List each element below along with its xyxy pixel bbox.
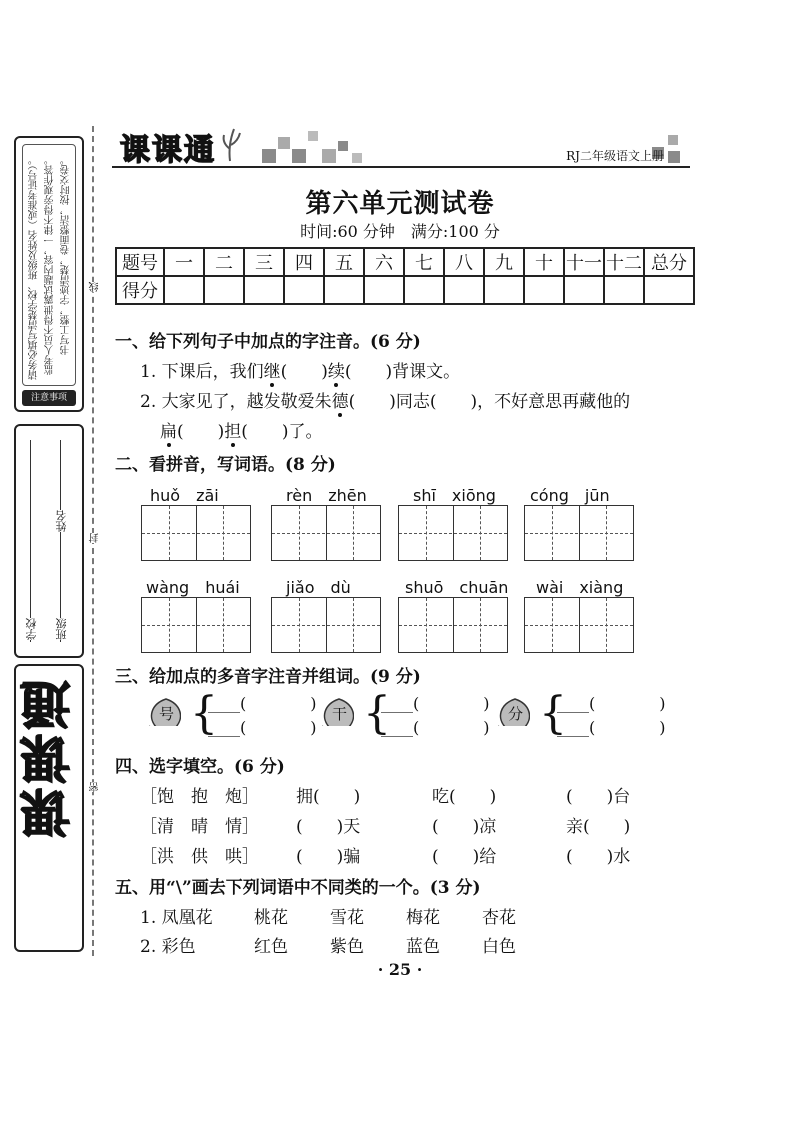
score-cell[interactable]: [364, 276, 404, 304]
subject-label: RJ二年级语文上册: [566, 149, 664, 163]
section-2-title: 二、看拼音，写词语。(8 分): [115, 455, 336, 475]
s5-word[interactable]: 梅花: [406, 908, 440, 928]
s5-word[interactable]: 蓝色: [406, 937, 440, 957]
leaf-icon: [218, 125, 242, 163]
pinyin-label: wài xiàng: [536, 578, 624, 597]
polyphone-char: 分: [508, 705, 524, 723]
brace-icon: {: [539, 688, 567, 739]
score-header: 一: [164, 248, 204, 276]
writing-grid[interactable]: [398, 597, 508, 653]
s4-options: ［清 晴 情］: [140, 817, 259, 837]
notice-tag: 注意事项: [22, 390, 76, 406]
score-header-row: [116, 248, 694, 276]
score-cell[interactable]: [604, 276, 644, 304]
dotted-char: 德: [332, 387, 349, 412]
s1-question-2: 2. 大家见了，越发敬爱朱德( )同志( )，不好意思再藏他的: [140, 387, 630, 412]
s5-word[interactable]: 1. 凤凰花: [140, 908, 213, 928]
score-header: 十二: [604, 248, 644, 276]
s4-blank[interactable]: ( )给: [432, 847, 497, 867]
s4-options: ［洪 供 哄］: [140, 847, 259, 867]
score-cell[interactable]: [644, 276, 694, 304]
page-number: · 25 ·: [377, 960, 423, 979]
score-cell[interactable]: [444, 276, 484, 304]
polyphone-char: 干: [332, 705, 348, 723]
notice-line: 请务必填写清楚学校、班级及姓名（或准考证号）。: [29, 155, 40, 380]
s4-blank[interactable]: 拥( ): [296, 787, 361, 807]
score-cell[interactable]: [244, 276, 284, 304]
s4-blank[interactable]: ( )天: [296, 817, 361, 837]
pinyin-label: rèn zhēn: [286, 486, 367, 505]
dotted-char: 担: [224, 417, 241, 442]
brace-icon: {: [190, 688, 218, 739]
writing-grid[interactable]: [524, 597, 634, 653]
score-header: 总分: [644, 248, 694, 276]
writing-grid[interactable]: [271, 505, 381, 561]
dotted-char: 继: [264, 357, 281, 382]
cut-mark: 线: [90, 282, 101, 292]
class-label: 班级: [55, 618, 68, 640]
cut-mark: 封: [90, 533, 101, 543]
s4-blank[interactable]: ( )台: [566, 787, 631, 807]
s5-word[interactable]: 2. 彩色: [140, 937, 196, 957]
school-label: 学校: [25, 618, 38, 640]
writing-grid[interactable]: [271, 597, 381, 653]
pinyin-label: wàng huái: [146, 578, 240, 597]
score-header: 二: [204, 248, 244, 276]
s5-word[interactable]: 杏花: [482, 908, 516, 928]
writing-grid[interactable]: [141, 505, 251, 561]
s4-blank[interactable]: 吃( ): [432, 787, 497, 807]
s5-word[interactable]: 白色: [482, 937, 516, 957]
notice-box: [14, 136, 84, 412]
writing-grid[interactable]: [141, 597, 251, 653]
pinyin-label: cóng jūn: [530, 486, 610, 505]
s5-word[interactable]: 红色: [254, 937, 288, 957]
score-cell[interactable]: [164, 276, 204, 304]
score-cell[interactable]: [524, 276, 564, 304]
dotted-char: 扁: [160, 417, 177, 442]
s4-blank[interactable]: ( )凉: [432, 817, 497, 837]
pinyin-label: shuō chuān: [405, 578, 509, 597]
pinyin-label: shī xiōng: [413, 486, 496, 505]
polyphone-char: 号: [159, 705, 175, 723]
answer-blanks[interactable]: ____( ) ____( ): [557, 694, 666, 737]
score-header: 题号: [116, 248, 164, 276]
s4-options: ［饱 抱 炮］: [140, 787, 259, 807]
s1-question-2-cont: 扁( )担( )了。: [160, 417, 323, 442]
score-header: 五: [324, 248, 364, 276]
brace-icon: {: [363, 688, 391, 739]
score-header: 三: [244, 248, 284, 276]
s1-question-1: 1. 下课后，我们继( )续( )背课文。: [140, 357, 460, 382]
score-cell[interactable]: [564, 276, 604, 304]
score-header: 十: [524, 248, 564, 276]
score-table: [115, 247, 695, 305]
student-info-box: [14, 424, 84, 658]
s4-blank[interactable]: ( )水: [566, 847, 631, 867]
notice-line: 监考人员不得泄露试题内容，一律不得旁观作答。: [45, 155, 56, 375]
score-row-label: 得分: [116, 276, 164, 304]
s5-word[interactable]: 桃花: [254, 908, 288, 928]
section-4-title: 四、选字填空。(6 分): [115, 757, 285, 777]
name-label: 姓名: [55, 510, 68, 532]
score-header: 十一: [564, 248, 604, 276]
writing-grid[interactable]: [398, 505, 508, 561]
score-header: 六: [364, 248, 404, 276]
pinyin-label: huǒ zāi: [150, 486, 219, 505]
score-cell[interactable]: [404, 276, 444, 304]
score-cell[interactable]: [204, 276, 244, 304]
answer-blanks[interactable]: ____( ) ____( ): [208, 694, 317, 737]
answer-blanks[interactable]: ____( ) ____( ): [381, 694, 490, 737]
score-cell[interactable]: [284, 276, 324, 304]
writing-grid[interactable]: [524, 505, 634, 561]
score-header: 九: [484, 248, 524, 276]
exam-info: 时间:60 分钟 满分:100 分: [300, 222, 500, 241]
section-3-title: 三、给加点的多音字注音并组词。(9 分): [115, 667, 421, 687]
brand-side-box: [14, 664, 84, 952]
brand-side-logo: 课课通: [20, 676, 78, 838]
notice-line: 书写工整，字迹清楚，卷面整洁，按时交卷。: [61, 155, 72, 355]
score-cell[interactable]: [484, 276, 524, 304]
cut-mark: 密: [90, 782, 101, 792]
s5-word[interactable]: 紫色: [330, 937, 364, 957]
dotted-char: 续: [328, 357, 345, 382]
score-header: 七: [404, 248, 444, 276]
score-header: 八: [444, 248, 484, 276]
section-1-title: 一、给下列句子中加点的字注音。(6 分): [115, 332, 421, 352]
page-title: 第六单元测试卷: [305, 189, 495, 219]
score-value-row: [116, 276, 694, 304]
s4-blank[interactable]: ( )骗: [296, 847, 361, 867]
score-cell[interactable]: [324, 276, 364, 304]
s4-blank[interactable]: 亲( ): [566, 817, 631, 837]
pinyin-label: jiǎo dù: [286, 578, 351, 597]
brand-logo: 课课通: [120, 133, 216, 168]
s5-word[interactable]: 雪花: [330, 908, 364, 928]
section-5-title: 五、用“\”画去下列词语中不同类的一个。(3 分): [115, 878, 481, 898]
header-banner: [112, 125, 690, 167]
score-header: 四: [284, 248, 324, 276]
